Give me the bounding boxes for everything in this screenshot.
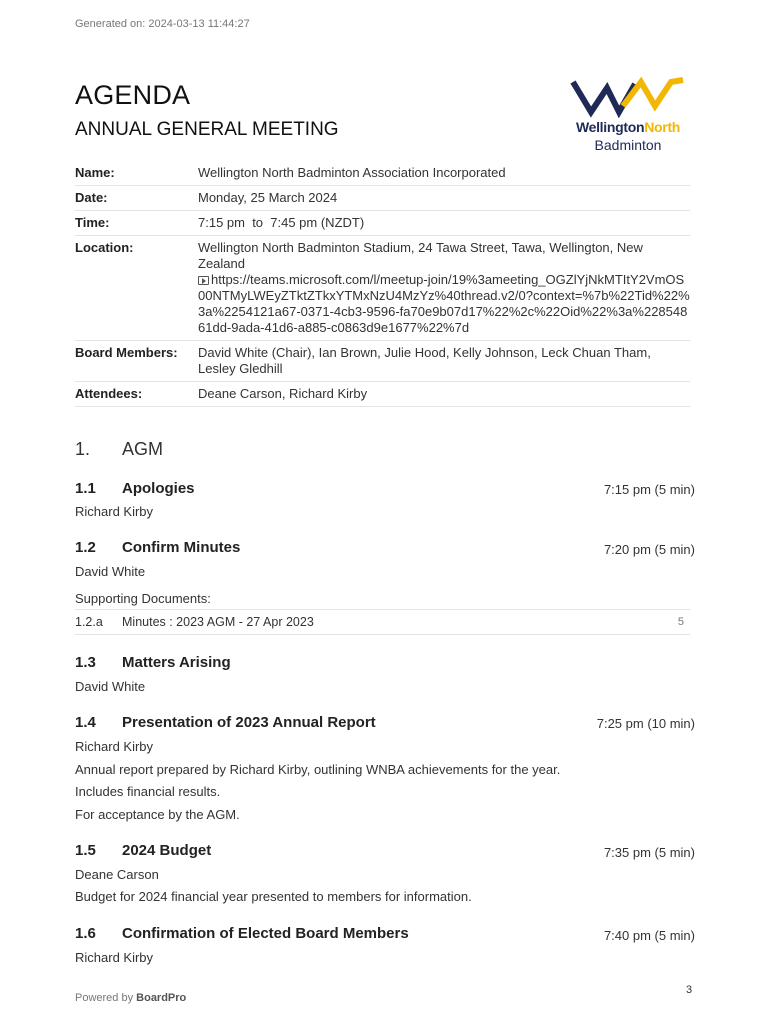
document-title[interactable]: Minutes : 2023 AGM - 27 Apr 2023: [122, 615, 314, 629]
logo-word-wellington: Wellington: [575, 119, 645, 135]
item-time: 7:20 pm (5 min): [603, 542, 695, 557]
info-row-board: [75, 341, 690, 382]
organisation-logo: [563, 76, 693, 158]
item-number: 1.5: [75, 842, 96, 859]
item-number: 1.6: [75, 925, 96, 942]
page-title: AGENDA: [75, 80, 191, 110]
item-time: 7:15 pm (5 min): [603, 482, 695, 497]
item-note: Includes financial results.: [75, 784, 221, 799]
item-presenter: Richard Kirby: [75, 950, 154, 965]
item-number: 1.4: [75, 714, 96, 731]
info-value-board: David White (Chair), Ian Brown, Julie Hood, Kelly Johnson, Leck Chuan Tham, Lesley Gledhill: [198, 345, 651, 376]
powered-by-brand: BoardPro: [136, 992, 187, 1004]
info-value-attendees: Deane Carson, Richard Kirby: [198, 386, 368, 401]
section-title: AGM: [122, 439, 164, 459]
item-title: Apologies: [122, 480, 195, 497]
page-number: 3: [686, 984, 693, 996]
item-presenter: Richard Kirby: [75, 504, 154, 519]
logo-word-north: North: [644, 119, 681, 135]
item-presenter: David White: [75, 564, 146, 579]
info-label-date: Date:: [75, 190, 108, 205]
item-note: For acceptance by the AGM.: [75, 807, 240, 822]
meeting-link[interactable]: [198, 272, 690, 336]
item-number: 1.1: [75, 480, 96, 497]
info-row-attendees: [75, 382, 690, 407]
item-note: Budget for 2024 financial year presented to members for information.: [75, 889, 472, 904]
info-row-time: [75, 211, 690, 236]
item-note: Annual report prepared by Richard Kirby, outlining WNBA achievements for the year.: [75, 762, 561, 777]
info-label-attendees: Attendees:: [75, 386, 143, 401]
logo-mark-icon: [563, 76, 693, 118]
item-title: Confirmation of Elected Board Members: [122, 925, 409, 942]
info-value-time: 7:15 pm to 7:45 pm (NZDT): [198, 215, 365, 230]
supporting-document-row[interactable]: [75, 609, 690, 635]
item-presenter: David White: [75, 679, 146, 694]
info-row-name: [75, 161, 690, 186]
page-subtitle: ANNUAL GENERAL MEETING: [75, 119, 339, 140]
info-label-time: Time:: [75, 215, 110, 230]
info-row-date: [75, 186, 690, 211]
location-address: Wellington North Badminton Stadium, 24 Tawa Street, Tawa, Wellington, New Zealand: [198, 240, 643, 271]
generated-timestamp: Generated on: 2024-03-13 11:44:27: [75, 18, 250, 30]
item-presenter: Deane Carson: [75, 867, 159, 882]
item-number: 1.3: [75, 654, 96, 671]
meeting-info-table: [75, 161, 690, 407]
info-label-board: Board Members:: [75, 345, 178, 360]
document-number: 1.2.a: [75, 615, 103, 629]
info-row-location: [75, 236, 690, 341]
section-number: 1.: [75, 439, 91, 459]
info-value-name: Wellington North Badminton Association Incorporated: [198, 165, 506, 180]
info-value-location: [198, 240, 690, 336]
powered-by-prefix: Powered by: [75, 992, 134, 1004]
info-label-location: Location:: [75, 240, 134, 255]
logo-word-badminton: Badminton: [594, 137, 662, 153]
info-value-date: Monday, 25 March 2024: [198, 190, 338, 205]
item-title: Confirm Minutes: [122, 539, 241, 556]
info-label-name: Name:: [75, 165, 115, 180]
item-number: 1.2: [75, 539, 96, 556]
item-presenter: Richard Kirby: [75, 739, 154, 754]
item-title: 2024 Budget: [122, 842, 212, 859]
supporting-documents-label: Supporting Documents:: [75, 591, 211, 606]
video-call-icon: [198, 276, 209, 285]
document-page-number: 5: [677, 616, 684, 628]
item-time: 7:35 pm (5 min): [603, 845, 695, 860]
meeting-link-text[interactable]: https://teams.microsoft.com/l/meetup-join/19%3ameeting_OGZlYjNkMTItY2VmOS00NTMyLWEyZTktZTkxYTMxNzU4MzYz%40thread.v2/0?context=%7b%22Tid%22%3a%2254121a67-0371-4cb3-9596-fa70e9b07d17%22%2c%22Oid%22%3a%22854861dd-9ada-41d6-a885-c0863d9e1677%22%7d: [198, 272, 690, 335]
item-title: Presentation of 2023 Annual Report: [122, 714, 376, 731]
powered-by-footer: [75, 992, 186, 1004]
item-time: 7:25 pm (10 min): [596, 716, 695, 731]
logo-wordmark: [563, 119, 693, 135]
item-time: 7:40 pm (5 min): [603, 928, 695, 943]
item-title: Matters Arising: [122, 654, 231, 671]
